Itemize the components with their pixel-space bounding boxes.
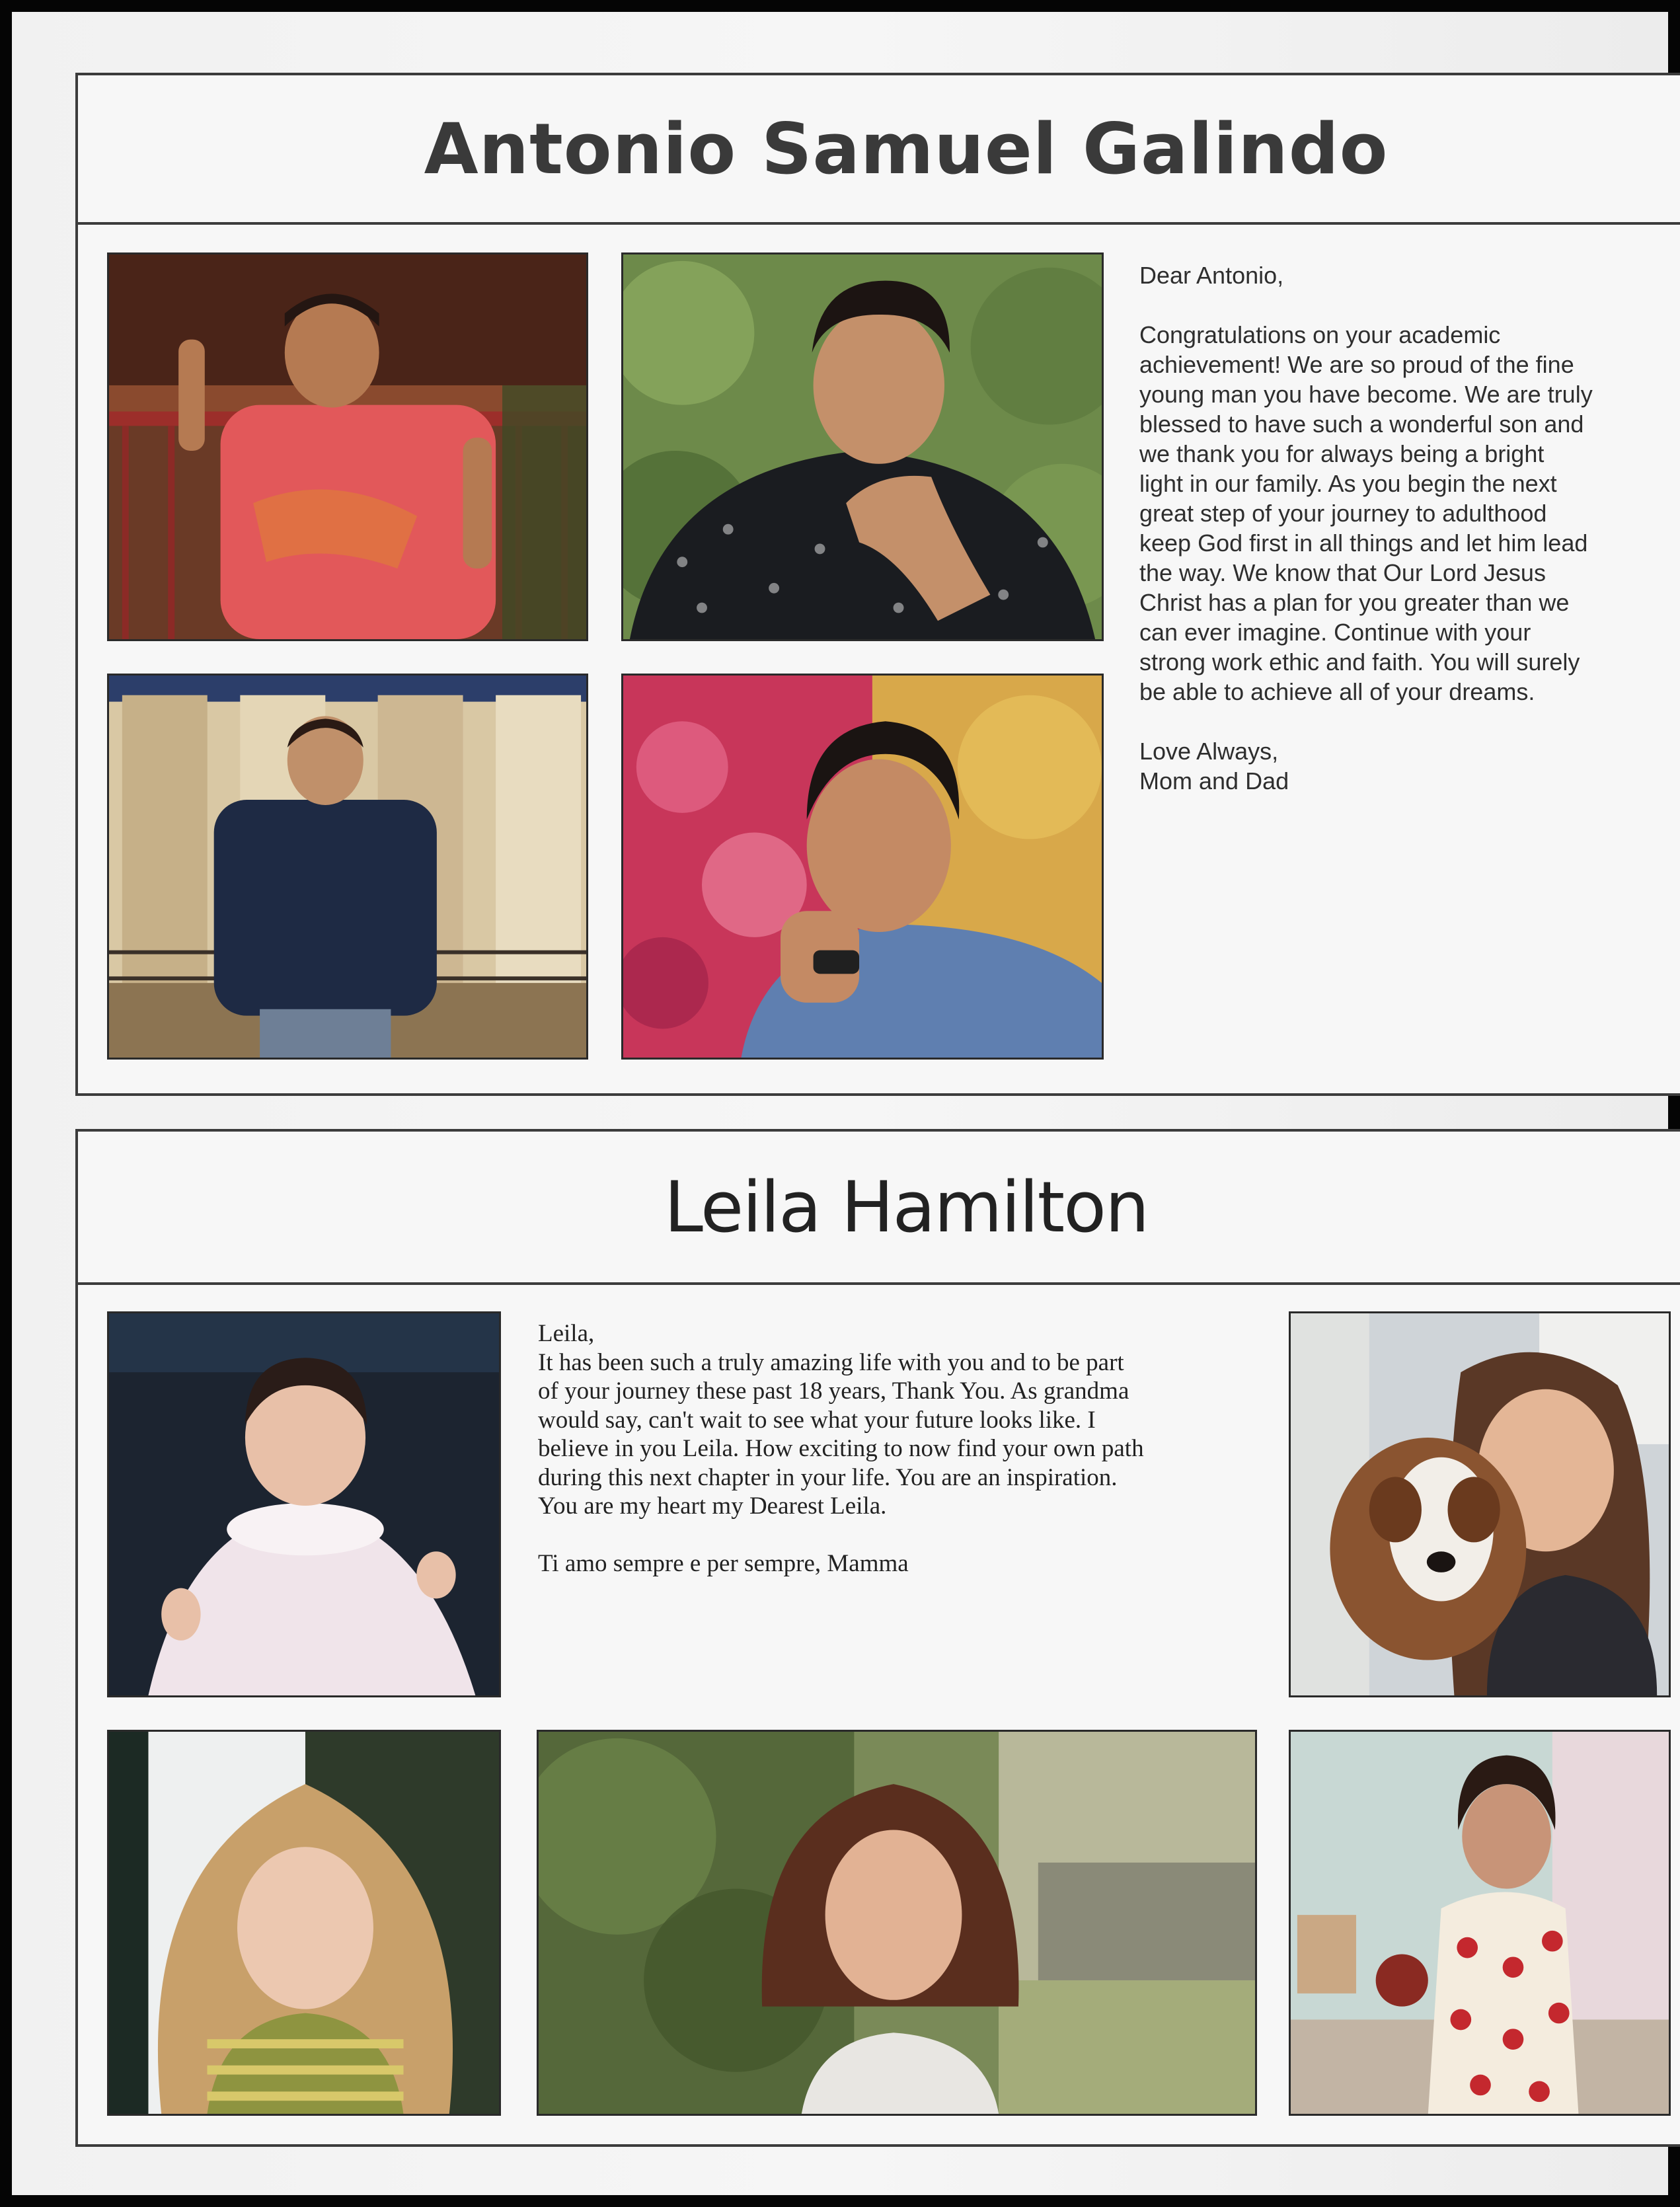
photo-senior-portrait-greenery	[621, 252, 1104, 641]
letter-line: great step of your journey to adulthood	[1139, 500, 1547, 527]
letter-line: Congratulations on your academic	[1139, 321, 1501, 348]
letter-line: blessed to have such a wonderful son and	[1139, 410, 1584, 438]
parent-letter	[1139, 260, 1661, 796]
photo-curly-hair-girl	[107, 1730, 501, 2116]
name-header	[78, 75, 1680, 225]
photo-senior-portrait-flowers	[621, 674, 1104, 1060]
letter-closing: Love Always,	[1139, 738, 1279, 765]
parent-letter	[538, 1319, 1265, 1578]
letter-line: You are my heart my Dearest Leila.	[538, 1492, 887, 1520]
photo-girl-with-dog	[1289, 1311, 1671, 1697]
letter-line: strong work ethic and faith. You will surely	[1139, 648, 1580, 676]
letter-line: keep God first in all things and let him lead	[1139, 529, 1588, 557]
photo-toddler-cherry-dress	[1289, 1730, 1671, 2116]
letter-greeting: Dear Antonio,	[1139, 262, 1284, 289]
photo-senior-portrait-garden	[537, 1730, 1257, 2116]
student-name: Antonio Samuel Galindo	[424, 108, 1389, 190]
name-header	[78, 1132, 1680, 1285]
yearbook-page	[12, 12, 1668, 2195]
letter-line: believe in you Leila. How exciting to now find your own path	[538, 1435, 1144, 1462]
letter-line: during this next chapter in your life. You are an inspiration.	[538, 1463, 1118, 1491]
letter-line: young man you have become. We are truly	[1139, 381, 1593, 408]
letter-signature: Mom and Dad	[1139, 767, 1289, 794]
letter-line: of your journey these past 18 years, Thank You. As grandma	[538, 1377, 1129, 1405]
letter-line: achievement! We are so proud of the fine	[1139, 351, 1574, 378]
letter-closing: Ti amo sempre e per sempre, Mamma	[538, 1549, 909, 1577]
letter-line: would say, can't wait to see what your future looks like. I	[538, 1406, 1096, 1434]
letter-line: It has been such a truly amazing life with you and to be part	[538, 1348, 1124, 1376]
letter-line: Christ has a plan for you greater than we	[1139, 589, 1570, 616]
photo-child-peace-sign	[107, 252, 588, 641]
letter-line: the way. We know that Our Lord Jesus	[1139, 559, 1546, 586]
student-name: Leila Hamilton	[664, 1166, 1149, 1248]
letter-line: we thank you for always being a bright	[1139, 440, 1545, 467]
letter-line: light in our family. As you begin the next	[1139, 470, 1557, 497]
senior-ad-antonio	[75, 73, 1680, 1096]
photo-child-fountain	[107, 674, 588, 1060]
letter-greeting: Leila,	[538, 1320, 595, 1347]
photo-baby-white-dress	[107, 1311, 501, 1697]
letter-line: be able to achieve all of your dreams.	[1139, 678, 1535, 705]
senior-ad-leila	[75, 1129, 1680, 2147]
letter-line: can ever imagine. Continue with your	[1139, 619, 1531, 646]
